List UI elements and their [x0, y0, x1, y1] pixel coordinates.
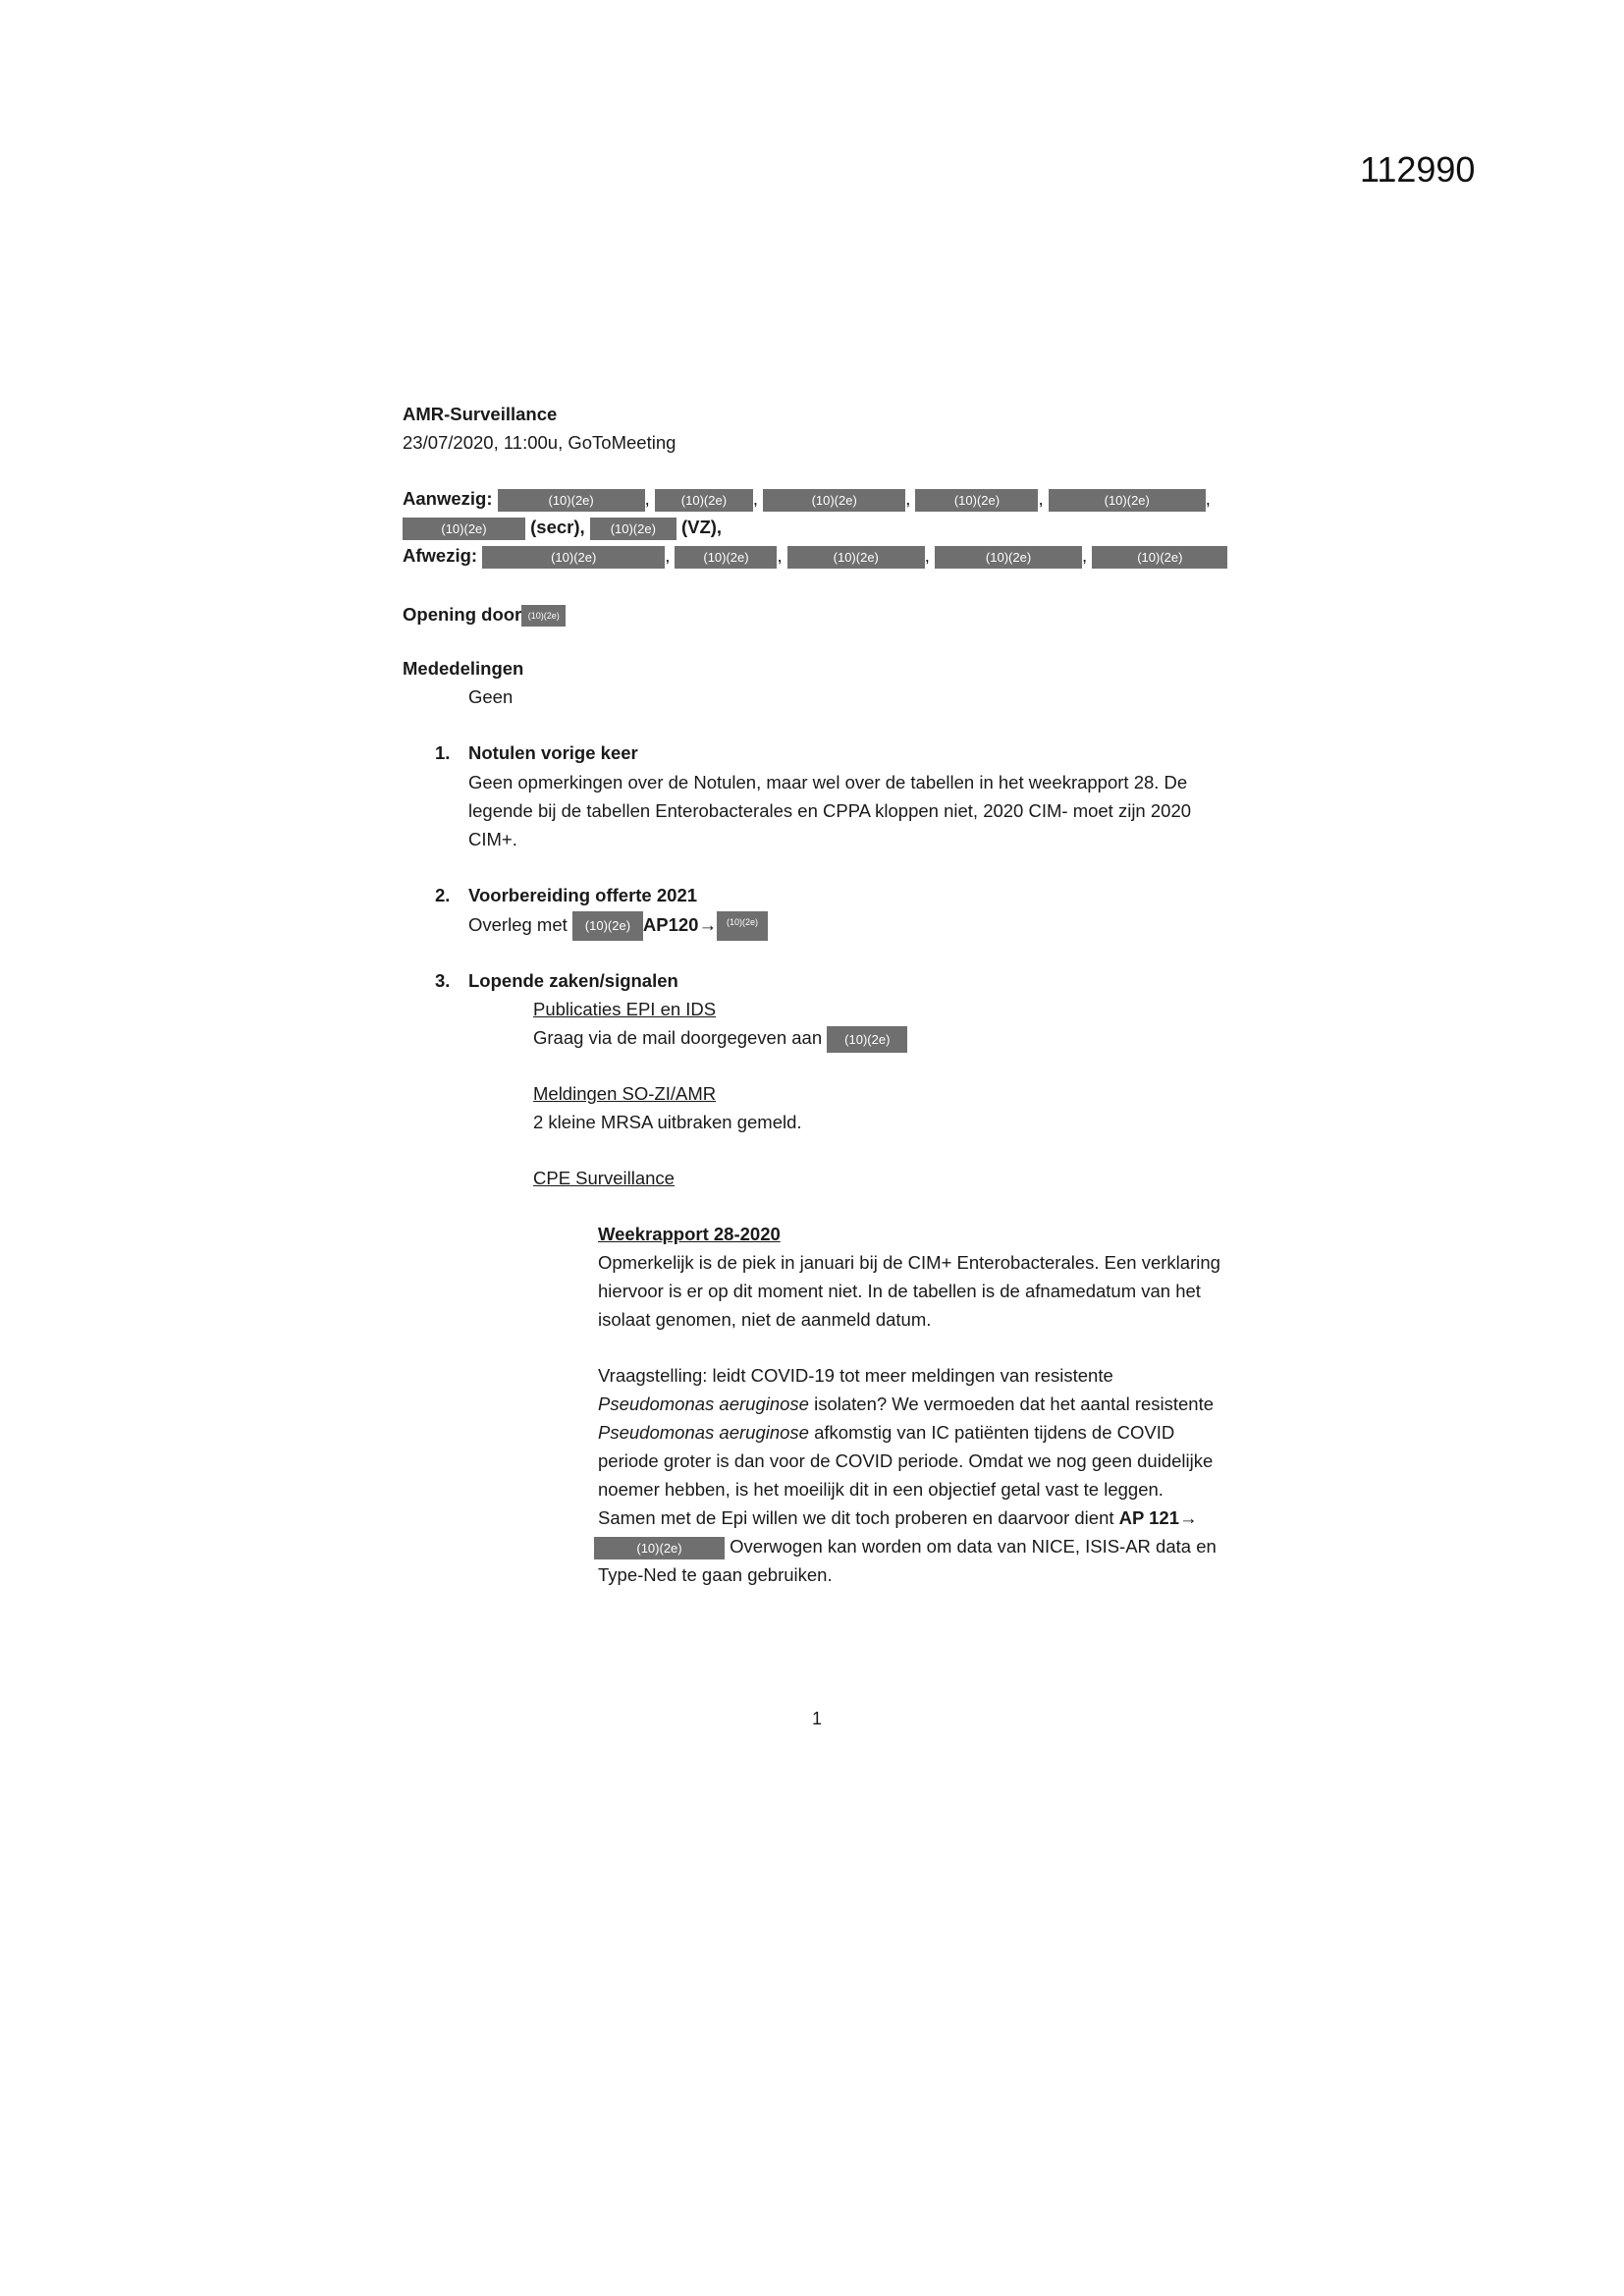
paragraph-line: noemer hebben, is het moeilijk dit in een objectief getal vast te leggen. [598, 1479, 1164, 1500]
item-text-line: legende bij de tabellen Enterobacterales en CPPA kloppen niet, 2020 CIM- moet zijn 2020 [468, 800, 1192, 821]
announcements-heading: Mededelingen [403, 658, 524, 679]
species-name: Pseudomonas aeruginose [598, 1422, 809, 1443]
action-point: AP 121 [1118, 1507, 1180, 1528]
page-number: 1 [812, 1709, 823, 1728]
redaction-box: (10)(2e) [572, 911, 643, 941]
paragraph-line: isolaat genomen, niet de aanmeld datum. [598, 1309, 932, 1330]
absent-label: Afwezig: [403, 545, 478, 566]
paragraph-line: Type-Ned te gaan gebruiken. [598, 1564, 833, 1585]
announcements-text: Geen [468, 686, 514, 707]
item-number: 1. [435, 742, 451, 763]
sub-text [533, 1024, 907, 1053]
comma: , [1082, 545, 1088, 566]
text: isolaten? We vermoeden dat het aantal resistente [808, 1394, 1215, 1414]
comma: , [924, 545, 930, 566]
item-heading: Lopende zaken/signalen [468, 970, 678, 991]
redaction-box: (10)(2e) [1049, 489, 1206, 512]
redaction-box: (10)(2e) [787, 546, 925, 569]
redaction-box: (10)(2e) [1092, 546, 1227, 569]
text: Samen met de Epi willen we dit toch proberen en daarvoor dient [598, 1507, 1119, 1528]
comma: , [644, 488, 650, 509]
arrow-right-icon: → [698, 914, 717, 935]
comma: , [752, 488, 759, 509]
text: Overwogen kan worden om data van NICE, ISIS-AR data en [725, 1536, 1217, 1557]
item-number: 2. [435, 885, 451, 905]
text: Graag via de mail doorgegeven aan [533, 1027, 823, 1048]
sub-heading: CPE Surveillance [533, 1168, 675, 1188]
redaction-box: (10)(2e) [827, 1026, 907, 1053]
redaction-box: (10)(2e) [915, 489, 1038, 512]
paragraph-line [598, 1504, 1198, 1532]
comma: , [1038, 488, 1044, 509]
item-text-line [468, 911, 768, 941]
comma: , [777, 545, 783, 566]
redaction-box: (10)(2e) [521, 605, 566, 627]
absent-line [403, 542, 1227, 570]
redaction-box: (10)(2e) [675, 546, 777, 569]
redaction-box: (10)(2e) [594, 1537, 725, 1559]
item-heading: Voorbereiding offerte 2021 [468, 885, 698, 905]
paragraph-line: periode groter is dan voor de COVID periode. Omdat we nog geen duidelijke [598, 1450, 1214, 1471]
arrow-right-icon: → [1179, 1507, 1198, 1528]
redaction-box: (10)(2e) [935, 546, 1082, 569]
weekrapport-heading: Weekrapport 28-2020 [598, 1224, 781, 1244]
redaction-box: (10)(2e) [717, 911, 768, 941]
opening-label: Opening door [403, 604, 522, 625]
paragraph-line: hiervoor is er op dit moment niet. In de tabellen is de afnamedatum van het [598, 1281, 1201, 1301]
sub-heading: Publicaties EPI en IDS [533, 999, 717, 1019]
comma: , [1205, 488, 1211, 509]
paragraph-line: Vraagstelling: leidt COVID-19 tot meer meldingen van resistente [598, 1365, 1113, 1386]
present-line-2 [403, 514, 722, 541]
document-title: AMR-Surveillance [403, 404, 558, 424]
item-heading: Notulen vorige keer [468, 742, 638, 763]
redaction-box: (10)(2e) [482, 546, 665, 569]
document-number: 112990 [1360, 149, 1476, 190]
redaction-box: (10)(2e) [498, 489, 645, 512]
opening-line [403, 601, 566, 629]
item-number: 3. [435, 970, 451, 991]
sub-heading: Meldingen SO-ZI/AMR [533, 1083, 717, 1104]
text: afkomstig van IC patiënten tijdens de COVID [808, 1422, 1175, 1443]
paragraph-line [598, 1391, 1214, 1418]
redaction-box: (10)(2e) [590, 518, 677, 540]
redaction-box: (10)(2e) [655, 489, 753, 512]
redaction-box: (10)(2e) [763, 489, 905, 512]
paragraph-line [598, 1419, 1174, 1447]
item-text-line: CIM+. [468, 829, 517, 849]
species-name: Pseudomonas aeruginose [598, 1394, 809, 1414]
chair-note: (VZ), [680, 517, 723, 537]
meeting-info: 23/07/2020, 11:00u, GoToMeeting [403, 432, 677, 453]
paragraph-line: Opmerkelijk is de piek in januari bij de CIM+ Enterobacterales. Een verklaring [598, 1252, 1220, 1273]
comma: , [905, 488, 911, 509]
item-text-line: Geen opmerkingen over de Notulen, maar wel over de tabellen in het weekrapport 28. De [468, 772, 1188, 793]
present-label: Aanwezig: [403, 488, 493, 509]
sub-text: 2 kleine MRSA uitbraken gemeld. [533, 1112, 802, 1132]
secretary-note: (secr), [530, 517, 585, 537]
action-point: AP120 [642, 914, 699, 935]
paragraph-line [594, 1533, 1217, 1560]
text: Overleg met [468, 914, 568, 935]
comma: , [665, 545, 671, 566]
redaction-box: (10)(2e) [403, 518, 525, 540]
present-line [403, 485, 1211, 513]
